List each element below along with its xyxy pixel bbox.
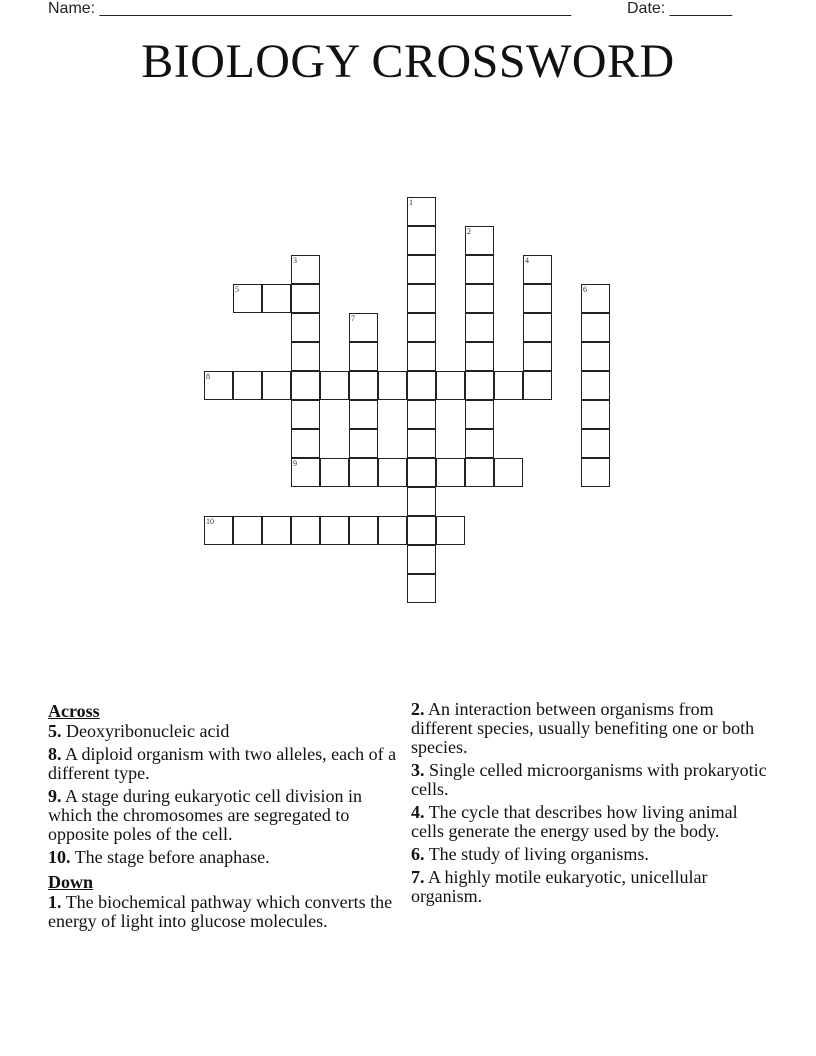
- crossword-cell[interactable]: [407, 487, 436, 516]
- crossword-cell[interactable]: [378, 516, 407, 545]
- crossword-cell[interactable]: [349, 400, 378, 429]
- across-heading: Across: [48, 701, 100, 721]
- crossword-cell[interactable]: [581, 458, 610, 487]
- crossword-cell[interactable]: [291, 429, 320, 458]
- crossword-grid: [204, 197, 614, 607]
- crossword-cell[interactable]: [465, 400, 494, 429]
- crossword-cell[interactable]: [291, 516, 320, 545]
- clue-number: 7: [351, 314, 355, 323]
- crossword-cell[interactable]: [349, 371, 378, 400]
- name-field-label[interactable]: Name: _____________________________________________________: [48, 0, 572, 17]
- clue-down-4: 4. The cycle that describes how living animal cells generate the energy used by the body.: [411, 802, 738, 841]
- crossword-cell[interactable]: [204, 516, 233, 545]
- crossword-cell[interactable]: [407, 226, 436, 255]
- crossword-cell[interactable]: [407, 255, 436, 284]
- page-title: BIOLOGY CROSSWORD: [141, 35, 675, 88]
- crossword-cell[interactable]: [465, 255, 494, 284]
- crossword-cell[interactable]: [291, 313, 320, 342]
- clue-across-8: 8. A diploid organism with two alleles, each of a different type.: [48, 744, 397, 783]
- crossword-cell[interactable]: [581, 371, 610, 400]
- crossword-cell[interactable]: [407, 545, 436, 574]
- crossword-cell[interactable]: [320, 458, 349, 487]
- crossword-cell[interactable]: [465, 226, 494, 255]
- crossword-cell[interactable]: [291, 342, 320, 371]
- crossword-cell[interactable]: [407, 313, 436, 342]
- crossword-cell[interactable]: [291, 255, 320, 284]
- clue-number: 6: [583, 285, 587, 294]
- crossword-cell[interactable]: [523, 342, 552, 371]
- clue-number: 5: [235, 285, 239, 294]
- clues-right-column: [411, 700, 771, 910]
- crossword-cell[interactable]: [291, 284, 320, 313]
- crossword-cell[interactable]: [407, 371, 436, 400]
- crossword-cell[interactable]: [523, 255, 552, 284]
- clue-across-9: 9. A stage during eukaryotic cell division in which the chromosomes are segregated to opposite poles of the cell.: [48, 786, 362, 844]
- crossword-cell[interactable]: [581, 400, 610, 429]
- crossword-cell[interactable]: [465, 371, 494, 400]
- crossword-cell[interactable]: [262, 516, 291, 545]
- crossword-cell[interactable]: [378, 458, 407, 487]
- clue-across-10: 10. The stage before anaphase.: [48, 847, 270, 867]
- date-field-label[interactable]: Date: _______: [627, 0, 732, 17]
- clue-number: 9: [293, 459, 297, 468]
- crossword-cell[interactable]: [465, 342, 494, 371]
- crossword-cell[interactable]: [494, 371, 523, 400]
- crossword-cell[interactable]: [320, 371, 349, 400]
- crossword-cell[interactable]: [204, 371, 233, 400]
- crossword-cell[interactable]: [407, 429, 436, 458]
- clue-number: 4: [525, 256, 529, 265]
- crossword-cell[interactable]: [233, 371, 262, 400]
- crossword-cell[interactable]: [581, 284, 610, 313]
- crossword-cell[interactable]: [407, 574, 436, 603]
- crossword-cell[interactable]: [465, 429, 494, 458]
- crossword-cell[interactable]: [523, 284, 552, 313]
- down-heading: Down: [48, 872, 94, 892]
- crossword-cell[interactable]: [291, 400, 320, 429]
- crossword-cell[interactable]: [581, 429, 610, 458]
- crossword-cell[interactable]: [581, 313, 610, 342]
- crossword-cell[interactable]: [233, 284, 262, 313]
- crossword-cell[interactable]: [523, 371, 552, 400]
- crossword-cell[interactable]: [233, 516, 262, 545]
- crossword-cell[interactable]: [407, 342, 436, 371]
- crossword-cell[interactable]: [349, 313, 378, 342]
- crossword-cell[interactable]: [262, 284, 291, 313]
- crossword-cell[interactable]: [320, 516, 349, 545]
- crossword-cell[interactable]: [349, 429, 378, 458]
- crossword-cell[interactable]: [407, 197, 436, 226]
- crossword-cell[interactable]: [407, 516, 436, 545]
- crossword-cell[interactable]: [581, 342, 610, 371]
- clue-number: 3: [293, 256, 297, 265]
- crossword-cell[interactable]: [262, 371, 291, 400]
- crossword-cell[interactable]: [407, 284, 436, 313]
- clues-left-column: [48, 700, 398, 935]
- crossword-cell[interactable]: [436, 371, 465, 400]
- crossword-cell[interactable]: [291, 371, 320, 400]
- crossword-cell[interactable]: [291, 458, 320, 487]
- clue-down-6: 6. The study of living organisms.: [411, 844, 649, 864]
- crossword-cell[interactable]: [407, 400, 436, 429]
- clue-across-5: 5. Deoxyribonucleic acid: [48, 721, 230, 741]
- clue-number: 1: [409, 198, 413, 207]
- crossword-cell[interactable]: [378, 371, 407, 400]
- crossword-cell[interactable]: [349, 342, 378, 371]
- clue-down-2: 2. An interaction between organisms from different species, usually benefiting one or both species.: [411, 699, 755, 757]
- clue-down-1: 1. The biochemical pathway which converts the energy of light into glucose molecules.: [48, 892, 393, 931]
- crossword-cell[interactable]: [465, 458, 494, 487]
- clue-number: 2: [467, 227, 471, 236]
- crossword-cell[interactable]: [523, 313, 552, 342]
- crossword-cell[interactable]: [436, 458, 465, 487]
- crossword-cell[interactable]: [465, 313, 494, 342]
- crossword-cell[interactable]: [465, 284, 494, 313]
- clue-number: 8: [206, 372, 210, 381]
- crossword-cell[interactable]: [349, 516, 378, 545]
- clue-down-3: 3. Single celled microorganisms with prokaryotic cells.: [411, 760, 767, 799]
- clue-down-7: 7. A highly motile eukaryotic, unicellular organism.: [411, 867, 708, 906]
- header: [48, 0, 768, 20]
- clue-number: 10: [206, 517, 214, 526]
- crossword-cell[interactable]: [436, 516, 465, 545]
- crossword-cell[interactable]: [494, 458, 523, 487]
- crossword-cell[interactable]: [349, 458, 378, 487]
- crossword-cell[interactable]: [407, 458, 436, 487]
